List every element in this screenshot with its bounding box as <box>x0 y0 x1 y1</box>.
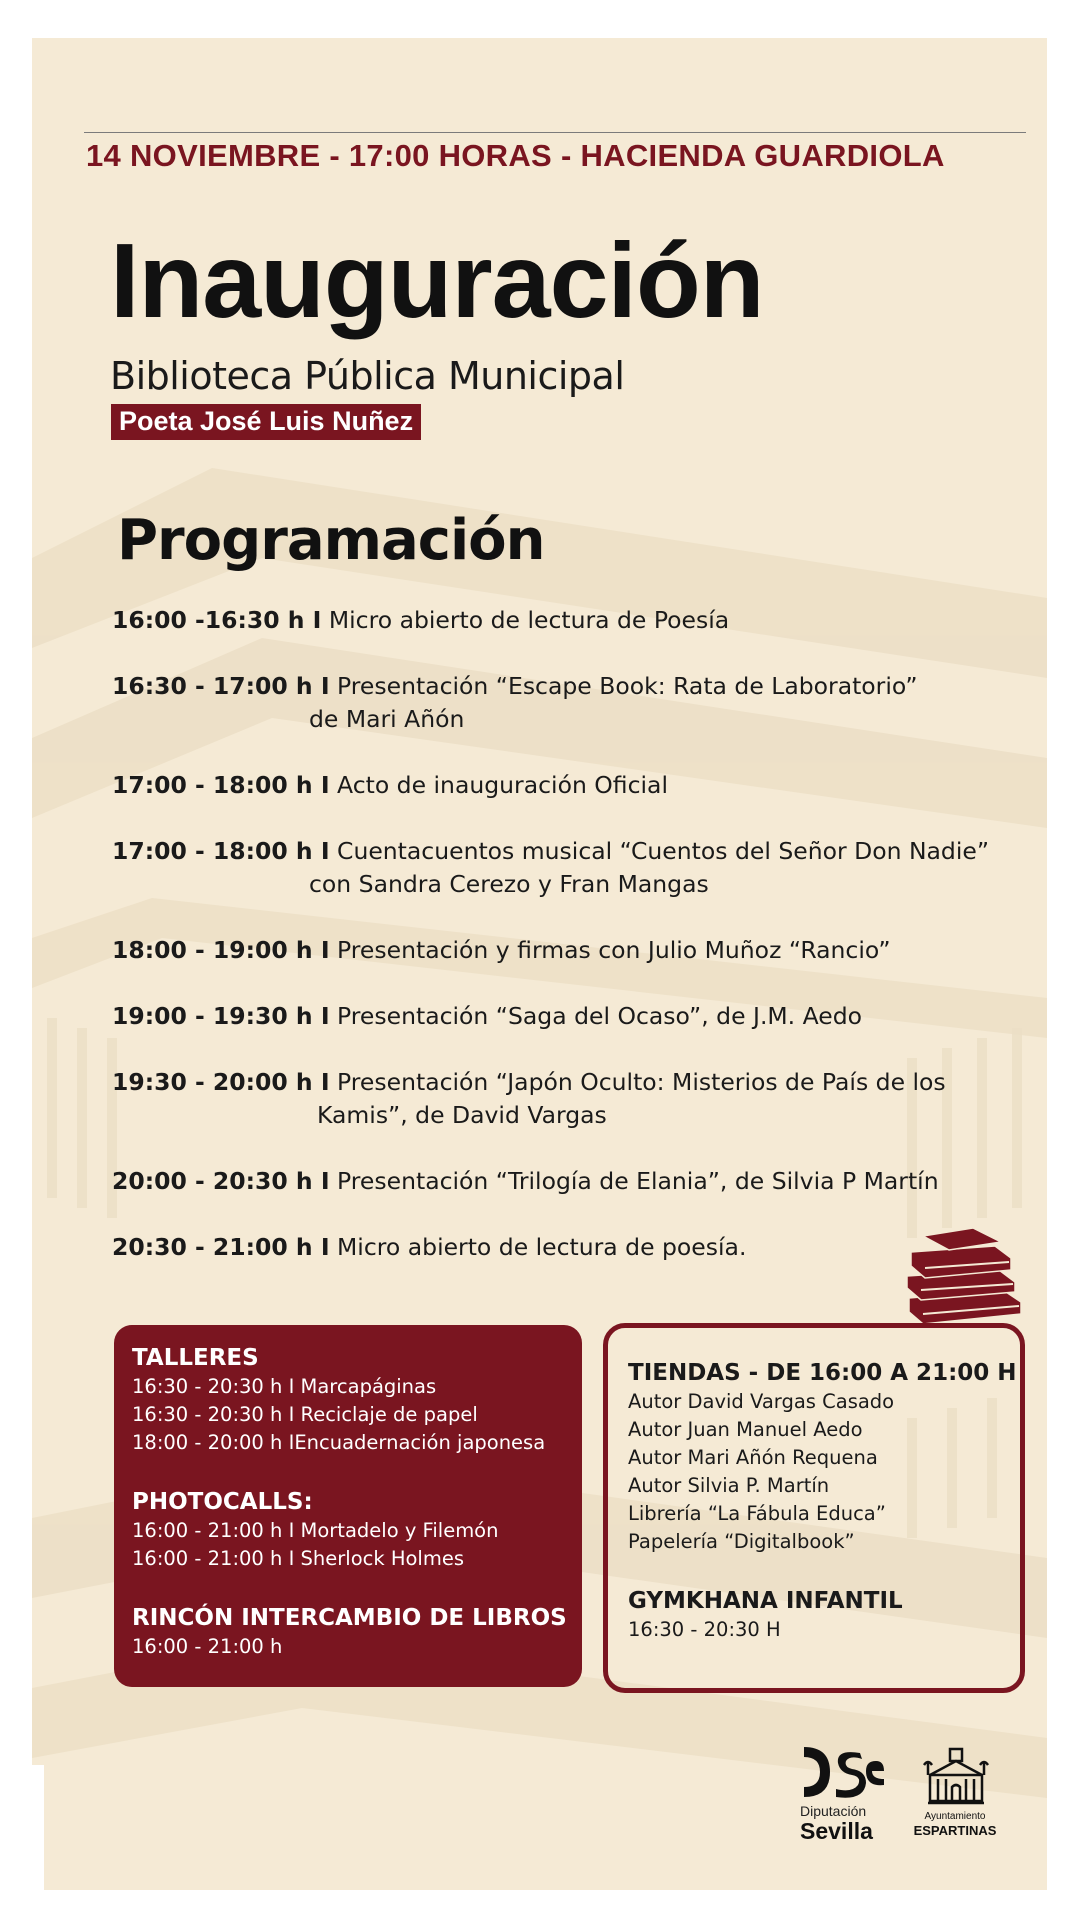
diputacion-mark-icon <box>800 1743 884 1801</box>
top-rule <box>84 132 1026 133</box>
talleres-item: 16:30 - 20:30 h I Reciclaje de papel <box>132 1403 478 1426</box>
town-hall-icon <box>920 1745 992 1807</box>
rincon-section <box>132 1603 567 1661</box>
schedule-item <box>112 1066 946 1132</box>
schedule-text: Micro abierto de lectura de poesía. <box>329 1233 747 1261</box>
talleres-section <box>132 1343 545 1457</box>
schedule-text-cont: Kamis”, de David Vargas <box>317 1101 607 1129</box>
schedule-text-cont: con Sandra Cerezo y Fran Mangas <box>309 870 709 898</box>
schedule-text: Micro abierto de lectura de Poesía <box>321 606 730 634</box>
tiendas-item: Autor Silvia P. Martín <box>628 1474 830 1497</box>
diputacion-line1: Diputación <box>800 1803 867 1819</box>
schedule-text: Presentación “Japón Oculto: Misterios de País de los <box>329 1068 946 1096</box>
diputacion-line2: Sevilla <box>800 1818 873 1844</box>
photocalls-heading: PHOTOCALLS: <box>132 1489 313 1515</box>
rincon-time: 16:00 - 21:00 h <box>132 1635 283 1658</box>
tiendas-item: Autor Juan Manuel Aedo <box>628 1418 863 1441</box>
gymkhana-time: 16:30 - 20:30 H <box>628 1618 781 1641</box>
schedule-item <box>112 934 891 967</box>
tiendas-section <box>628 1358 1017 1556</box>
tiendas-item: Autor David Vargas Casado <box>628 1390 895 1413</box>
espartinas-line1: Ayuntamiento <box>924 1811 986 1822</box>
gymkhana-section <box>628 1586 903 1644</box>
shops-box <box>603 1323 1025 1693</box>
schedule-item <box>112 670 918 736</box>
schedule-time: 17:00 - 18:00 h I <box>112 837 330 865</box>
tiendas-item: Papelería “Digitalbook” <box>628 1530 855 1553</box>
schedule-item <box>112 769 668 802</box>
tiendas-heading: TIENDAS - DE 16:00 A 21:00 H <box>628 1360 1017 1386</box>
photocalls-section <box>132 1487 498 1573</box>
schedule-item <box>112 1000 862 1033</box>
schedule-time: 17:00 - 18:00 h I <box>112 771 330 799</box>
schedule-text-cont: de Mari Añón <box>309 705 465 733</box>
schedule-text: Presentación “Saga del Ocaso”, de J.M. Aedo <box>329 1002 863 1030</box>
talleres-heading: TALLERES <box>132 1345 259 1371</box>
schedule-time: 16:30 - 17:00 h I <box>112 672 330 700</box>
schedule-time: 20:00 - 20:30 h I <box>112 1167 330 1195</box>
schedule-text: Presentación “Trilogía de Elania”, de Silvia P Martín <box>329 1167 939 1195</box>
schedule-item <box>112 604 729 637</box>
rincon-heading: RINCÓN INTERCAMBIO DE LIBROS <box>132 1605 567 1631</box>
talleres-item: 18:00 - 20:00 h IEncuadernación japonesa <box>132 1431 546 1454</box>
schedule-time: 20:30 - 21:00 h I <box>112 1233 330 1261</box>
event-dateline: 14 NOVIEMBRE - 17:00 HORAS - HACIENDA GUARDIOLA <box>86 138 945 173</box>
schedule-text: Acto de inauguración Oficial <box>329 771 668 799</box>
gymkhana-heading: GYMKHANA INFANTIL <box>628 1588 903 1614</box>
schedule-text: Presentación “Escape Book: Rata de Laboratorio” <box>329 672 918 700</box>
corner-inset <box>32 1765 44 1890</box>
schedule-time: 16:00 -16:30 h I <box>112 606 322 634</box>
library-subtitle: Biblioteca Pública Municipal <box>110 354 625 398</box>
tiendas-item: Autor Mari Añón Requena <box>628 1446 878 1469</box>
main-title: Inauguración <box>110 222 764 340</box>
schedule-item <box>112 1165 939 1198</box>
espartinas-logo <box>900 1745 1020 1838</box>
tiendas-item: Librería “La Fábula Educa” <box>628 1502 886 1525</box>
diputacion-logo <box>800 1743 900 1843</box>
poet-badge: Poeta José Luis Nuñez <box>111 404 421 440</box>
talleres-item: 16:30 - 20:30 h I Marcapáginas <box>132 1375 437 1398</box>
schedule-time: 19:30 - 20:00 h I <box>112 1068 330 1096</box>
book-stack-icon <box>903 1228 1025 1328</box>
activities-box <box>114 1325 582 1687</box>
photocalls-item: 16:00 - 21:00 h I Mortadelo y Filemón <box>132 1519 499 1542</box>
schedule-time: 19:00 - 19:30 h I <box>112 1002 330 1030</box>
schedule-time: 18:00 - 19:00 h I <box>112 936 330 964</box>
photocalls-item: 16:00 - 21:00 h I Sherlock Holmes <box>132 1547 465 1570</box>
schedule-item <box>112 835 989 901</box>
schedule-text: Cuentacuentos musical “Cuentos del Señor Don Nadie” <box>329 837 989 865</box>
schedule-text: Presentación y firmas con Julio Muñoz “Rancio” <box>329 936 891 964</box>
schedule-item <box>112 1231 746 1264</box>
espartinas-line2: ESPARTINAS <box>913 1823 997 1838</box>
program-title: Programación <box>117 508 545 573</box>
